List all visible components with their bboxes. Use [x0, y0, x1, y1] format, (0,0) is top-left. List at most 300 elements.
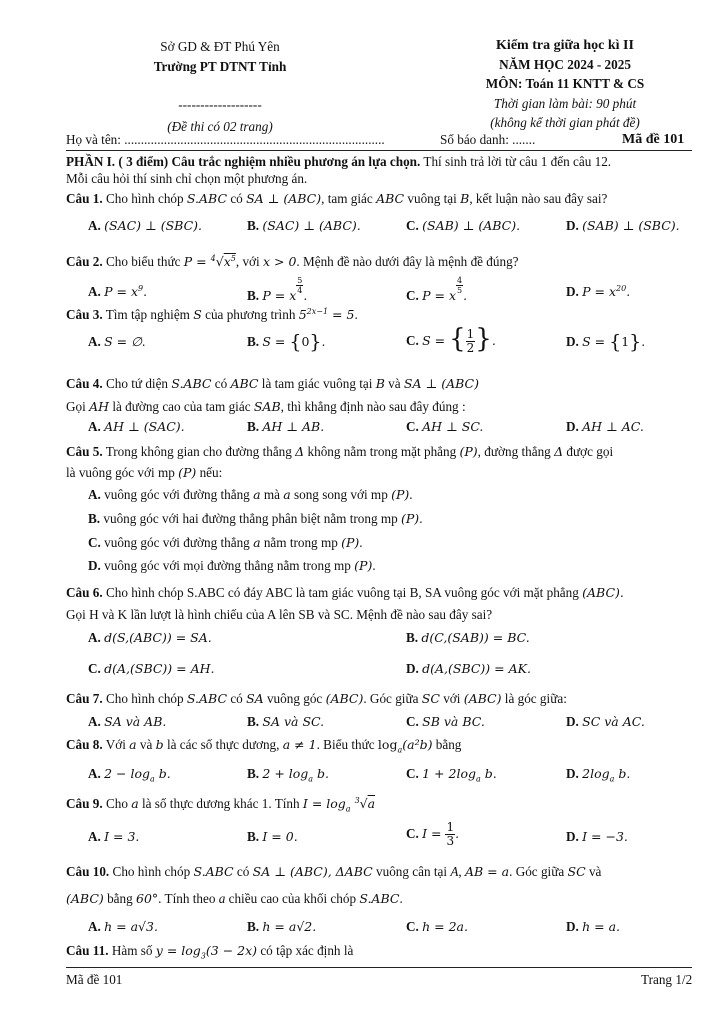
numerator: 1 — [446, 820, 455, 834]
q7-num: Câu 7. — [66, 691, 103, 706]
q10-math: A — [450, 864, 459, 879]
log-base: a — [150, 774, 155, 784]
q1-text: , kết luận nào sau đây sai? — [469, 191, 608, 206]
q7-text: Cho hình chóp — [102, 691, 187, 706]
option-text: (SAC) ⊥ (SBC). — [104, 218, 203, 233]
q10-text: chiều cao của khối chóp — [225, 891, 360, 906]
q3-option-a[interactable]: A. S = ∅. — [88, 334, 146, 349]
q4-math: S.ABC — [171, 376, 212, 391]
q10-math: SA ⊥ (ABC), ΔABC — [252, 864, 373, 879]
option-text: S = ∅ — [104, 334, 142, 349]
q10-math: AB = a — [465, 864, 510, 879]
exp: 20 — [616, 284, 627, 293]
q10-num: Câu 10. — [66, 864, 110, 879]
option-text: vuông góc với mọi đường thẳng nằm trong mp — [104, 558, 355, 573]
option-math: (P) — [354, 558, 373, 573]
q4-math: AH — [89, 399, 110, 414]
option-text: song song với mp — [290, 487, 392, 502]
option-text: S = {0}. — [262, 331, 326, 353]
q7-option-d[interactable] — [566, 713, 645, 731]
exp: 2x−1 — [306, 307, 329, 316]
q1-text: , tam giác — [321, 191, 377, 206]
q9-option-c[interactable] — [406, 821, 459, 848]
option-label: B. — [247, 419, 260, 434]
option-label: A. — [88, 419, 101, 434]
q3-text: . — [354, 307, 358, 323]
q8-expr — [377, 737, 433, 755]
option-text: $P = x^9$. — [104, 284, 148, 300]
option-label: C. — [406, 218, 419, 233]
q8-text: Với — [102, 737, 130, 752]
q6-text: Cho hình chóp S.ABC có đáy ABC là tam giác vuông tại B, SA vuông góc với mặt phẳng — [102, 585, 583, 600]
q7-math: SA — [246, 691, 264, 706]
log: I = log — [302, 796, 346, 812]
option-label: C. — [406, 288, 419, 303]
option-label: D. — [566, 714, 579, 729]
exam-title: Kiểm tra giữa học kì II — [496, 38, 634, 53]
exp-fraction — [456, 276, 463, 295]
log-arg: (a²b) — [402, 737, 433, 752]
q10-option-c[interactable] — [406, 918, 468, 936]
question-9 — [66, 792, 701, 819]
q10-math: (ABC) — [66, 891, 104, 906]
option-text: I = 0. — [262, 829, 298, 844]
question-1 — [66, 190, 701, 208]
sbd-field: Số báo danh: ....... — [440, 132, 536, 147]
option-label: D. — [406, 661, 419, 676]
radicand: a — [367, 796, 376, 812]
q4-option-d[interactable] — [566, 418, 644, 436]
option-text: h = a. — [582, 919, 621, 934]
q6-math: (ABC). — [582, 585, 624, 600]
option-label: B. — [247, 334, 260, 349]
q10-option-a[interactable] — [88, 918, 158, 936]
option-math: a — [253, 487, 261, 502]
question-6 — [66, 584, 701, 602]
option-text: d(A,(SBC)) = AH. — [104, 661, 215, 676]
q4-option-c[interactable] — [406, 418, 483, 436]
q5-text: nếu: — [196, 465, 223, 480]
option-text: (SAC) ⊥ (ABC). — [262, 218, 361, 233]
lhs: S = — [582, 334, 610, 349]
q10-text: bằng — [103, 891, 136, 906]
q9-option-b[interactable] — [247, 828, 298, 846]
question-8 — [66, 736, 701, 760]
q1-num: Câu 1. — [66, 191, 103, 206]
log-base: a — [475, 774, 481, 784]
option-text: I = $\frac{1}{3}$ . — [422, 820, 460, 848]
q2-text: , với — [235, 254, 263, 270]
option-label: D. — [566, 284, 579, 300]
root-index: 3 — [354, 796, 360, 805]
option-label: C. — [88, 661, 101, 676]
option-label: D. — [566, 829, 579, 844]
option-label: D. — [88, 558, 101, 573]
q4-text: có — [211, 376, 231, 391]
q10-math: SC — [567, 864, 586, 879]
q4-text: và — [384, 376, 404, 391]
base: P = x — [262, 288, 297, 303]
option-text: SC và AC. — [582, 714, 645, 729]
option-label: A. — [88, 630, 101, 645]
option-label: A. — [88, 487, 101, 502]
q3-text: Tìm tập nghiệm — [102, 307, 194, 323]
q4-text: là tam giác vuông tại — [258, 376, 376, 391]
option-math: (P) — [391, 487, 410, 502]
school-year: NĂM HỌC 2024 - 2025 — [499, 57, 631, 72]
question-11 — [66, 942, 701, 966]
option-label: A. — [88, 766, 101, 781]
q4-math: SAB — [253, 399, 281, 414]
q8-math: b — [155, 737, 164, 752]
expr: 1 + 2log — [422, 766, 476, 781]
q3-text: của phương trình — [201, 307, 299, 323]
lhs: S = — [262, 334, 290, 349]
question-7 — [66, 690, 701, 708]
log: log — [377, 737, 398, 752]
q10-text: và — [585, 864, 602, 879]
option-text: vuông góc với đường thẳng — [104, 535, 254, 550]
option-text: (SAB) ⊥ (SBC). — [582, 218, 680, 233]
q1-math: SA ⊥ (ABC) — [246, 191, 322, 206]
q4-text: là đường cao của tam giác — [109, 399, 254, 414]
subject: MÔN: Toán 11 KNTT & CS — [485, 76, 645, 91]
dept-name: Sở GD & ĐT Phú Yên — [160, 39, 280, 54]
base: P = x — [104, 284, 139, 300]
option-label: B. — [247, 829, 260, 844]
q7-option-c[interactable] — [406, 713, 485, 731]
footer-page: Trang 1/2 — [641, 972, 693, 987]
q4-option-a[interactable] — [88, 418, 185, 436]
q1-math: B — [460, 191, 470, 206]
q8-option-a[interactable] — [88, 765, 171, 789]
header-rule — [66, 150, 692, 151]
q2-option-d[interactable] — [566, 280, 630, 301]
question-4-line2 — [66, 398, 701, 416]
q8-text: là các số thực dương, — [163, 737, 283, 752]
option-text: SB và BC. — [422, 714, 485, 729]
option-label: C. — [406, 766, 419, 781]
radicand-exp: 5 — [230, 254, 236, 263]
q2-num: Câu 2. — [66, 254, 103, 270]
q3-math: S — [193, 307, 202, 323]
exp-fraction — [296, 276, 303, 295]
name-field: Họ và tên: ............................................................................... — [66, 132, 385, 147]
base: P = x — [582, 284, 617, 300]
log-base: a — [308, 774, 314, 784]
q9-text: là số thực dương khác 1. Tính — [138, 796, 303, 812]
option-label: D. — [566, 419, 579, 434]
q9-num: Câu 9. — [66, 796, 103, 812]
question-2 — [66, 250, 701, 271]
expr-tail: b. — [313, 766, 330, 781]
q2-option-c[interactable] — [406, 276, 467, 305]
option-label: B. — [88, 511, 101, 526]
q7-text: là góc giữa: — [501, 691, 567, 706]
q7-math: SC — [421, 691, 440, 706]
q7-text: với — [439, 691, 464, 706]
option-text: P = x $\frac{4}{5}$ . — [422, 276, 468, 303]
q8-option-b[interactable] — [247, 765, 329, 789]
option-text: d(S,(ABC)) = SA. — [104, 630, 212, 645]
q10-option-b[interactable] — [247, 918, 316, 936]
q9-option-a[interactable] — [88, 828, 139, 846]
q8-num: Câu 8. — [66, 737, 103, 752]
q1-option-c[interactable] — [406, 217, 520, 235]
q4-num: Câu 4. — [66, 376, 103, 391]
expr-tail: b. — [614, 766, 631, 781]
option-text: AH ⊥ SC. — [422, 419, 484, 434]
expr: 2 − log — [104, 766, 151, 781]
q4-text: , thì khẳng định nào sau đây đúng : — [280, 399, 466, 414]
option-label: D. — [566, 766, 579, 781]
q1-option-b[interactable] — [247, 217, 361, 235]
expr-tail: b. — [154, 766, 171, 781]
option-text: h = 2a. — [422, 919, 468, 934]
q7-option-a[interactable] — [88, 713, 166, 731]
base: 5 — [298, 307, 307, 323]
part1-title: PHẦN I. ( 3 điểm) Câu trắc nghiệm nhiều phương án lựa chọn. — [66, 154, 421, 169]
q1-text: vuông tại — [404, 191, 461, 206]
q7-option-b[interactable] — [247, 713, 324, 731]
q10-math: 60° — [136, 891, 159, 906]
set-fraction — [466, 328, 476, 355]
denominator: 3 — [446, 834, 455, 848]
question-3 — [66, 303, 701, 324]
option-text: AH ⊥ AC. — [582, 419, 644, 434]
part1-line1 — [66, 153, 701, 171]
q1-math: S.ABC — [186, 191, 228, 206]
q6-option-c[interactable] — [88, 660, 215, 678]
option-label: B. — [247, 714, 260, 729]
option-label: C. — [406, 826, 419, 841]
option-text: vuông góc với đường thẳng — [104, 487, 254, 502]
denominator: 2 — [466, 341, 475, 355]
q2-text: . Mệnh đề nào dưới đây là mệnh đề đúng? — [296, 254, 519, 270]
option-text: S = { $\frac{1}{2}$ }. — [422, 324, 496, 355]
question-5 — [66, 443, 701, 461]
q8-option-c[interactable] — [406, 765, 497, 789]
rhs: = 5 — [328, 307, 355, 323]
q9-math: a — [131, 796, 139, 812]
q7-math: (ABC) — [463, 691, 502, 706]
q6-num: Câu 6. — [66, 585, 103, 600]
q8-option-d[interactable] — [566, 765, 630, 789]
numerator: 1 — [466, 327, 475, 341]
q5-math: (P) — [178, 465, 197, 480]
option-label: D. — [566, 919, 579, 934]
option-text: I = 3. — [104, 829, 140, 844]
q3-num: Câu 3. — [66, 307, 103, 323]
q1-text: Cho hình chóp — [102, 191, 187, 206]
q5-option-d[interactable]: D. vuông góc với mọi đường thẳng nằm trong mp (P). — [88, 558, 376, 573]
option-text: vuông góc với hai đường thẳng phân biệt nằm trong mp — [103, 511, 402, 526]
log-base: a — [397, 745, 403, 755]
q2-radical: $^4√x^5$ — [210, 254, 236, 270]
q8-math: a — [129, 737, 137, 752]
denominator: 4 — [297, 286, 303, 295]
q5-text: được gọi — [563, 444, 614, 459]
expr: 2 + log — [262, 766, 309, 781]
option-text: h = a√3. — [104, 919, 158, 934]
option-math: (P) — [401, 511, 420, 526]
part1-instr: Thí sinh trả lời từ câu 1 đến câu 12. — [420, 154, 612, 169]
option-text: SA và SC. — [262, 714, 325, 729]
option-math: a — [253, 535, 261, 550]
q5-text: Trong không gian cho đường thẳng — [102, 444, 296, 459]
q5-text: là vuông góc với mp — [66, 465, 179, 480]
q1-text: có — [227, 191, 247, 206]
q10-text: . Góc giữa — [509, 864, 568, 879]
option-text: mà — [260, 487, 284, 502]
log-base: a — [609, 774, 615, 784]
q5-text: , đường thẳng — [477, 444, 555, 459]
q5-math: Δ — [554, 444, 564, 459]
q4-text: Cho tứ diện — [102, 376, 172, 391]
q8-text: . Biểu thức — [316, 737, 378, 752]
q5-text: không nằm trong mặt phẳng — [304, 444, 460, 459]
q8-text: và — [136, 737, 156, 752]
option-text: (SAB) ⊥ (ABC). — [422, 218, 521, 233]
q11-text: có tập xác định là — [257, 943, 354, 958]
exp: 9 — [138, 284, 144, 293]
q5-option-c[interactable]: C. vuông góc với đường thẳng a nằm trong mp (P). — [88, 535, 363, 550]
base: P = x — [422, 288, 457, 303]
q10-option-d[interactable] — [566, 918, 620, 936]
q6-option-b[interactable] — [406, 629, 530, 647]
option-text — [262, 766, 330, 784]
numerator: 4 — [457, 276, 463, 285]
radicand: x — [223, 254, 231, 270]
log-arg: (3 − 2x) — [205, 943, 258, 958]
denominator: 5 — [457, 286, 463, 295]
q4-option-b[interactable] — [247, 418, 324, 436]
q7-text: vuông góc — [263, 691, 326, 706]
expr: 2log — [582, 766, 610, 781]
log-base: a — [345, 804, 351, 814]
q10-text: vuông cân tại — [372, 864, 451, 879]
q10-math: a — [218, 891, 226, 906]
q5-option-a[interactable]: A. vuông góc với đường thẳng a mà a song song với mp (P). — [88, 487, 413, 502]
q7-math: (ABC) — [325, 691, 364, 706]
q5-math: (P) — [459, 444, 478, 459]
q6-option-a[interactable] — [88, 629, 212, 647]
question-6-line2: Gọi H và K lần lượt là hình chiếu của A lên SB và SC. Mệnh đề nào sau đây sai? — [66, 607, 493, 622]
q11-num: Câu 11. — [66, 943, 109, 958]
option-math: a — [283, 487, 291, 502]
q4-math: SA ⊥ (ABC) — [403, 376, 479, 391]
option-label: A. — [88, 334, 101, 349]
q11-text: Hàm số — [108, 943, 156, 958]
option-label: C. — [406, 333, 419, 348]
option-text: AH ⊥ AB. — [262, 419, 325, 434]
q2-option-b[interactable] — [247, 276, 307, 305]
q3-option-b[interactable] — [247, 333, 326, 351]
option-label: C. — [88, 535, 101, 550]
option-text — [422, 766, 497, 784]
option-label: A. — [88, 284, 101, 300]
footer-rule — [66, 967, 692, 968]
q3-equation — [298, 307, 358, 323]
q10-math: S.ABC — [359, 891, 400, 906]
pages-note: (Đề thi có 02 trang) — [167, 119, 273, 134]
option-text — [582, 766, 631, 784]
header-left — [70, 38, 370, 136]
q10-text: . Tính theo — [158, 891, 219, 906]
option-label: B. — [406, 630, 419, 645]
q9-expr: $I = \log_a ^3√a$ — [302, 796, 376, 814]
q2-text: Cho biểu thức — [102, 254, 184, 270]
question-10-line2: (ABC) bằng 60°. Tính theo a chiều cao của khối chóp S.ABC. — [66, 891, 403, 906]
option-label: B. — [247, 288, 260, 303]
header-right — [420, 36, 710, 132]
lhs: I = — [422, 826, 446, 841]
school-name: Trường PT DTNT Tỉnh — [153, 59, 287, 74]
q4-math: B — [375, 376, 385, 391]
question-4 — [66, 375, 701, 393]
set-value: 1 — [621, 334, 630, 349]
q2-option-a[interactable] — [88, 280, 147, 301]
q10-math: S.ABC — [193, 864, 234, 879]
set-value: 0 — [301, 334, 310, 349]
q10-text: , — [458, 864, 465, 879]
expr-tail: b. — [480, 766, 497, 781]
option-label: A. — [88, 829, 101, 844]
q3-option-d[interactable] — [566, 333, 645, 351]
fraction — [445, 821, 455, 848]
option-math: (P) — [341, 535, 360, 550]
option-label: A. — [88, 919, 101, 934]
option-label: D. — [566, 218, 579, 233]
option-label: D. — [566, 334, 579, 349]
log: y = log — [155, 943, 201, 958]
option-text: S = {1}. — [582, 331, 646, 353]
q5-option-b[interactable]: B. vuông góc với hai đường thẳng phân biệt nằm trong mp (P). — [88, 511, 423, 526]
option-text: d(A,(SBC)) = AK. — [422, 661, 531, 676]
option-text: I = −3. — [582, 829, 628, 844]
q6-option-d[interactable] — [406, 660, 531, 678]
numerator: 5 — [297, 276, 303, 285]
option-text: d(C,(SAB)) = BC. — [421, 630, 530, 645]
option-text: SA và AB. — [104, 714, 167, 729]
q2-math: P = — [183, 254, 211, 270]
q2-math: x > 0 — [262, 254, 297, 270]
q9-option-d[interactable] — [566, 828, 628, 846]
option-label: C. — [406, 714, 419, 729]
q1-option-d[interactable] — [566, 217, 680, 235]
root-index: 4 — [210, 254, 216, 263]
q8-math: a ≠ 1 — [282, 737, 317, 752]
q4-math: ABC — [230, 376, 259, 391]
q3-option-c[interactable] — [406, 324, 496, 355]
q4-text: Gọi — [66, 399, 90, 414]
q7-math: S.ABC — [186, 691, 228, 706]
option-text: P = x $\frac{5}{4}$ . — [262, 276, 308, 303]
q5-math: Δ — [295, 444, 305, 459]
option-label: A. — [88, 218, 101, 233]
option-label: A. — [88, 714, 101, 729]
exam-code: Mã đề 101 — [622, 132, 685, 147]
question-10 — [66, 863, 701, 881]
q11-expr — [155, 943, 258, 961]
q10-text: Cho hình chóp — [109, 864, 194, 879]
duration-note: (không kể thời gian phát đề) — [490, 115, 640, 130]
duration: Thời gian làm bài: 90 phút — [493, 96, 637, 111]
q9-text: Cho — [102, 796, 132, 812]
option-text: $P = x^{20}$. — [582, 284, 631, 300]
q1-option-a[interactable] — [88, 217, 202, 235]
part1-instr2: Mỗi câu hỏi thí sinh chỉ chọn một phương án. — [66, 171, 308, 186]
